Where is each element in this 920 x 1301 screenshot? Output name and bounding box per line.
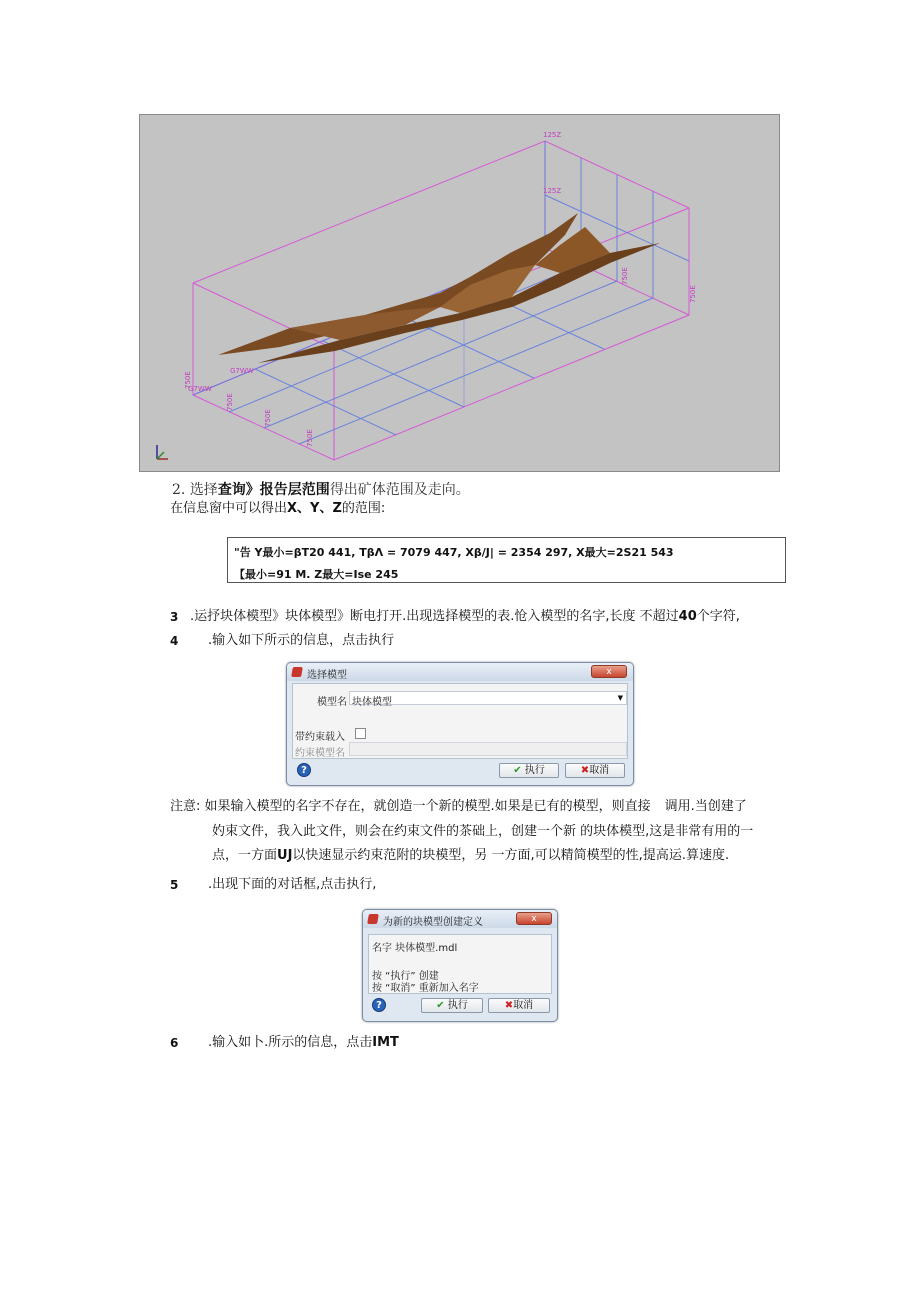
step3-text-post: 个字符, [696, 609, 740, 624]
step4-number: 4 [170, 634, 179, 648]
note-line-3-pre: 点，一方面 [212, 848, 278, 863]
chevron-down-icon: ▼ [617, 694, 623, 702]
check-icon: ✔ [436, 1000, 445, 1011]
step6-bold: IMT [372, 1035, 399, 1050]
cross-icon: ✖ [580, 765, 590, 776]
axis-label: 750E [226, 393, 234, 411]
info-line-post: 的范围: [341, 501, 386, 516]
step6-text-pre: .输入如卜.所示的信息，点击 [208, 1035, 373, 1050]
note-line-2: 妁束文件，我入此文件，则会在约束文件的茶础上，创建一个新 的块体模型,这是非常有用的一 [212, 824, 754, 839]
model-name-label: 模型名 [317, 697, 347, 708]
orebody-3d-view [140, 115, 781, 473]
model-name-select[interactable] [349, 691, 627, 708]
model-viewport[interactable] [139, 114, 780, 472]
constraint-model-input[interactable] [349, 742, 627, 756]
axis-triad-icon [157, 445, 168, 459]
help-icon[interactable]: ? [372, 998, 386, 1012]
step2-menu-path: 查询》报告层范围 [217, 482, 330, 498]
select-model-dialog [286, 662, 634, 786]
info-line [170, 502, 385, 515]
dialog-title: 为新的块模型创建定义 [383, 917, 483, 928]
step3-limit: 40 [678, 609, 697, 624]
step5-text: .出现下面的对话框,点击执行, [208, 877, 377, 892]
close-button[interactable]: x [516, 912, 552, 925]
report-output-box [227, 537, 786, 583]
constraint-model-label: 约束模型名 [295, 748, 345, 759]
axis-label: 125Z [543, 131, 562, 139]
note-line-3-post: 以快速显示约束范附的块模型，另 一方面,可以精简模型的性,提高运.算速度. [292, 848, 730, 863]
step2-line [172, 479, 470, 499]
axis-label: 750E [264, 409, 272, 427]
execute-button[interactable] [421, 998, 483, 1013]
app-icon [291, 667, 303, 677]
step6-text [208, 1036, 399, 1049]
create-block-model-dialog [362, 909, 558, 1022]
help-icon[interactable]: ? [297, 763, 311, 777]
with-constraint-checkbox[interactable] [355, 728, 366, 739]
cancel-button[interactable] [488, 998, 550, 1013]
axis-label: 750E [621, 267, 629, 285]
note-line-1-post: 调用.当创建了 [664, 799, 747, 814]
note-line-3 [212, 849, 729, 862]
orebody-surface [218, 213, 660, 363]
report-line-2: 【最小=91 M. Z最大=Ise 245 [234, 568, 399, 581]
axis-label: G7WW [230, 367, 254, 375]
step5-number: 5 [170, 878, 179, 892]
cancel-button[interactable] [565, 763, 625, 778]
step2-post: 得出矿体范围及走向。 [329, 482, 470, 498]
execute-button[interactable] [499, 763, 559, 778]
info-line-pre: 在信息窗中可以得出 [170, 501, 288, 516]
dialog-body [368, 934, 552, 994]
axis-label: 750E [306, 429, 314, 447]
step3-text [190, 610, 740, 623]
dialog-body [292, 683, 628, 759]
axis-label: 750E [689, 285, 697, 303]
model-name-value: 块体模型 [352, 697, 392, 708]
dialog-titlebar[interactable] [363, 910, 557, 928]
step4-text: .输入如下所示的信息，点击执行 [208, 633, 395, 648]
note-line-1 [170, 800, 747, 813]
step6-number: 6 [170, 1036, 179, 1050]
close-button[interactable]: x [591, 665, 627, 678]
app-icon [367, 914, 379, 924]
step2-pre: 选择 [189, 482, 218, 498]
model-name-line: 名字 块体模型.mdl [372, 943, 458, 954]
execute-hint-line: 按 “执行” 创建 [372, 971, 439, 982]
note-line-1-pre: 注意: 如果输入模型的名字不存在，就创造一个新的模型.如果是已有的模型，则直接 [170, 799, 651, 814]
check-icon: ✔ [513, 765, 522, 776]
execute-label: 执行 [447, 1000, 468, 1011]
with-constraint-label: 带约束载入 [295, 732, 345, 743]
info-line-axes: X、Y、Z [287, 501, 342, 516]
cancel-label: 取消 [513, 1000, 534, 1011]
step3-number: 3 [170, 610, 179, 624]
note-line-3-bold: UJ [277, 848, 293, 863]
dialog-titlebar[interactable] [287, 663, 633, 681]
execute-label: 执行 [524, 765, 545, 776]
axis-label: 125Z [543, 187, 562, 195]
step2-number: 2. [172, 482, 186, 498]
dialog-title: 选择模型 [307, 670, 347, 681]
cancel-hint-line: 按 “取消” 重新加入名字 [372, 983, 479, 994]
axis-label: G7WW [188, 385, 212, 393]
cancel-label: 取消 [589, 765, 610, 776]
cross-icon: ✖ [504, 1000, 514, 1011]
axis-label: 750E [184, 371, 192, 389]
report-line-1: "告 Y最小=βT20 441, TβΛ = 7079 447, Xβ/J| = 2354 297, X最大=2S21 543 [234, 546, 674, 559]
step3-text-pre: .运抒块体模型》块体模型》断电打开.出现选择模型的表.怆入模型的名字,长度 不超过 [190, 609, 679, 624]
